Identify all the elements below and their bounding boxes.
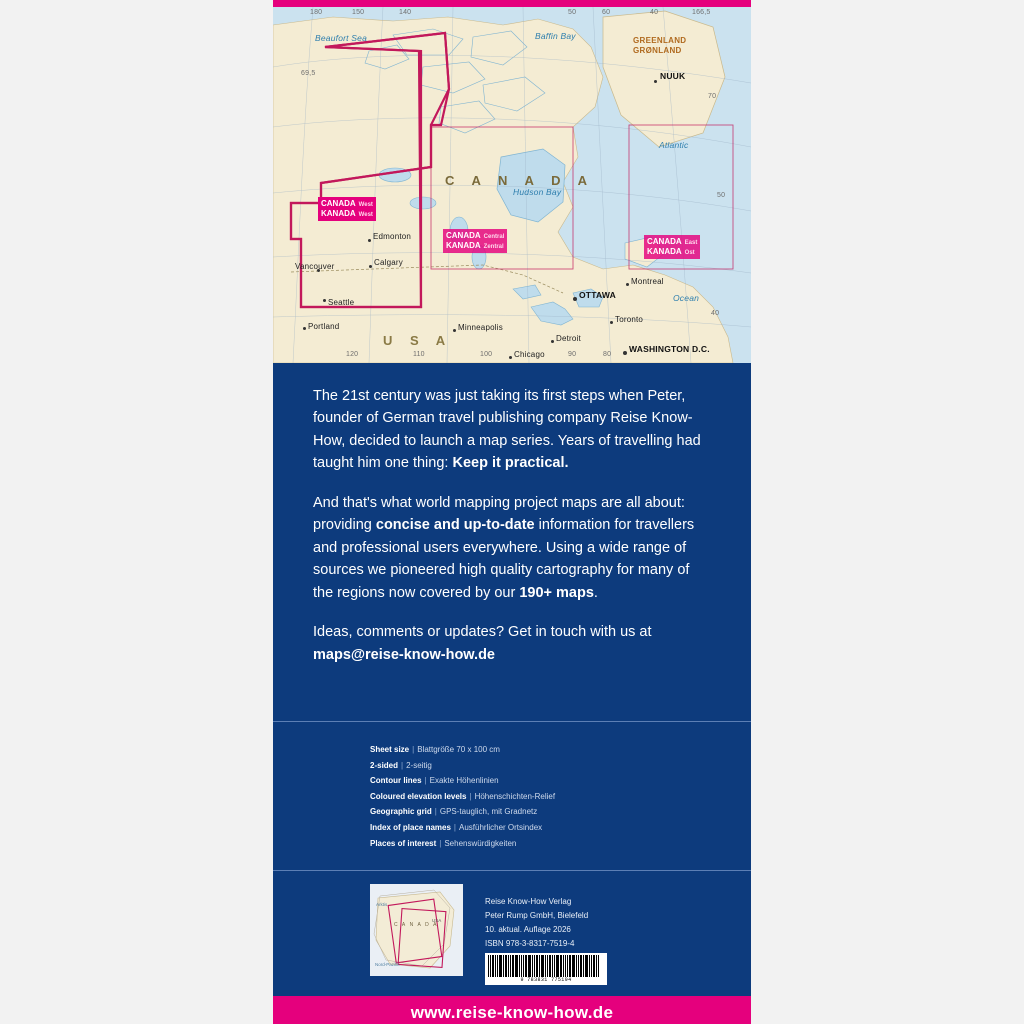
grid-label: 150 (352, 9, 365, 16)
water-label-baffin-bay: Baffin Bay (535, 31, 576, 41)
city-dot-chicago (509, 356, 512, 359)
spec-separator: | (469, 791, 472, 801)
spec-row (370, 758, 751, 774)
barcode-number: 9 783831 775194 (520, 977, 572, 983)
grid-label: 40 (650, 9, 659, 16)
tile-label-canada-west[interactable] (318, 197, 376, 221)
grid-label: 80 (603, 351, 612, 358)
map-country-label: C A N A D A (445, 173, 594, 188)
tile-en-sub: East (684, 240, 698, 246)
tile-en: CANADA (446, 231, 481, 240)
spec-row (370, 789, 751, 805)
map-usa-label: U S A (383, 333, 453, 348)
city-label-portland: Portland (308, 322, 340, 331)
mini-map-label-usa: USA (432, 918, 442, 923)
spec-de: Höhenschichten-Relief (474, 791, 556, 801)
city-label-detroit: Detroit (556, 334, 581, 343)
spec-de: GPS-tauglich, mit Gradnetz (439, 807, 538, 817)
grid-label: 120 (346, 351, 359, 358)
tile-en: CANADA (647, 237, 682, 246)
city-label-toronto: Toronto (615, 315, 644, 324)
intro-p2-bold-1: concise and up-to-date (375, 517, 535, 534)
footer-block (273, 871, 751, 996)
grid-label: 69,5 (301, 70, 316, 77)
barcode-bars (488, 955, 604, 977)
intro-paragraph-3 (313, 621, 711, 666)
tile-en-sub: Central (483, 234, 505, 240)
intro-p2-text-a: And that's what world mapping project maps are all about: providing (313, 494, 685, 534)
water-label-ocean: Ocean (673, 293, 700, 303)
spec-row (370, 836, 751, 852)
intro-text-block (273, 363, 751, 719)
city-label-washington-dc: WASHINGTON D.C. (629, 344, 710, 354)
spec-separator: | (453, 822, 456, 832)
website-banner[interactable]: www.reise-know-how.de (273, 996, 751, 1024)
grid-label: 166,5 (692, 9, 711, 16)
spec-de: Blattgröße 70 x 100 cm (417, 745, 500, 754)
spec-de: Sehenswürdigkeiten (444, 838, 517, 848)
greenland-label: GREENLAND GRØNLAND (633, 36, 687, 55)
intro-p1-bold: Keep it practical. (452, 455, 569, 472)
intro-p2-text-b: information for travellers and professional users everywhere. Using a wide range of sources we pioneered high quality cartography for many of the regions now covered by our (313, 517, 695, 601)
mini-map-label-nord-pazifik: Nord-Pazifik (375, 962, 400, 967)
city-label-vancouver: Vancouver (295, 262, 335, 271)
grid-label: 140 (399, 9, 412, 16)
tile-label-canada-east[interactable] (644, 235, 700, 259)
grid-label: 110 (413, 351, 425, 358)
spec-en: Index of place names (370, 822, 451, 832)
coverage-map (273, 7, 751, 363)
spec-de: Ausführlicher Ortsindex (459, 822, 543, 832)
tile-en-sub: West (358, 202, 373, 208)
tile-en: CANADA (321, 199, 356, 208)
spec-separator: | (412, 745, 415, 754)
tile-de: KANADA (446, 240, 481, 250)
water-label-hudson-bay: Hudson Bay (513, 187, 562, 197)
tile-de-sub: West (358, 211, 373, 218)
tile-de: KANADA (647, 246, 682, 256)
contact-prompt: Ideas, comments or updates? Get in touch with us at (313, 624, 652, 641)
spec-de: 2-seitig (406, 760, 432, 770)
city-label-minneapolis: Minneapolis (458, 323, 503, 332)
city-label-ottawa: OTTAWA (579, 290, 616, 300)
contact-email[interactable]: maps@reise-know-how.de (313, 646, 496, 663)
spec-en: Contour lines (370, 776, 422, 786)
map-back-cover (273, 0, 751, 1024)
grid-label: 70 (708, 93, 717, 100)
spec-row (370, 742, 751, 758)
grid-label: 50 (568, 9, 577, 16)
publisher-isbn: ISBN 978-3-8317-7519-4 (485, 939, 575, 948)
top-accent-bar (273, 0, 751, 7)
grid-label: 60 (602, 9, 611, 16)
tile-de-sub: Ost (684, 249, 695, 256)
city-dot-nuuk (654, 80, 657, 83)
mini-map-label-arktis: Arktis (376, 902, 388, 907)
spec-row (370, 820, 751, 836)
city-dot-portland (303, 327, 306, 330)
city-label-edmonton: Edmonton (373, 232, 412, 241)
spec-separator: | (439, 838, 442, 848)
spec-de: Exakte Höhenlinien (429, 776, 499, 786)
city-dot-montreal (626, 283, 629, 286)
city-label-montreal: Montreal (631, 277, 664, 286)
tile-de-sub: Zentral (483, 243, 504, 250)
grid-label: 180 (310, 9, 323, 16)
grid-label: 50 (717, 192, 726, 199)
spec-row (370, 804, 751, 820)
intro-paragraph-1 (313, 385, 711, 475)
city-dot-edmonton (368, 239, 371, 242)
water-label-atlantic: Atlantic (659, 140, 689, 150)
city-dot-detroit (551, 340, 554, 343)
city-dot-toronto (610, 321, 613, 324)
city-dot-calgary (369, 265, 372, 268)
city-label-calgary: Calgary (374, 258, 403, 267)
spec-separator: | (401, 760, 404, 770)
city-label-nuuk: NUUK (660, 71, 686, 81)
intro-p1-text: The 21st century was just taking its first steps when Peter, founder of German travel publishing company Reise Know-How, decided to launch a map series. Years of travelling had taught him one thing: (313, 388, 701, 472)
publisher-company: Peter Rump GmbH, Bielefeld (485, 911, 589, 920)
spec-en: 2-sided (370, 760, 399, 770)
grid-label: 90 (568, 351, 577, 358)
city-dot-seattle (323, 299, 326, 302)
publisher-name: Reise Know-How Verlag (485, 897, 572, 906)
specifications-list (273, 722, 751, 870)
intro-p2-bold-2: 190+ maps (519, 584, 594, 601)
city-dot-washington (623, 351, 627, 355)
spec-en: Geographic grid (370, 807, 432, 817)
publisher-info (485, 895, 588, 951)
spec-separator: | (434, 807, 437, 817)
city-dot-minneapolis (453, 329, 456, 332)
intro-paragraph-2 (313, 492, 711, 604)
spec-row (370, 773, 751, 789)
spec-en: Places of interest (370, 838, 437, 848)
intro-p2-text-c: . (593, 584, 598, 601)
grid-label: 40 (711, 310, 720, 317)
spec-en: Sheet size (370, 745, 410, 754)
barcode (485, 953, 607, 985)
city-dot-ottawa (573, 297, 577, 301)
spec-separator: | (424, 776, 427, 786)
mini-map-country-label: C A N A D A (394, 922, 439, 928)
city-label-seattle: Seattle (328, 298, 355, 307)
mini-coverage-map (370, 884, 463, 976)
water-label-beaufort-sea: Beaufort Sea (315, 33, 368, 43)
publisher-edition: 10. aktual. Auflage 2026 (485, 925, 571, 934)
tile-label-canada-central[interactable] (443, 229, 507, 253)
grid-label: 100 (480, 351, 493, 358)
city-label-chicago: Chicago (514, 350, 545, 359)
spec-en: Coloured elevation levels (370, 791, 467, 801)
tile-de: KANADA (321, 208, 356, 218)
